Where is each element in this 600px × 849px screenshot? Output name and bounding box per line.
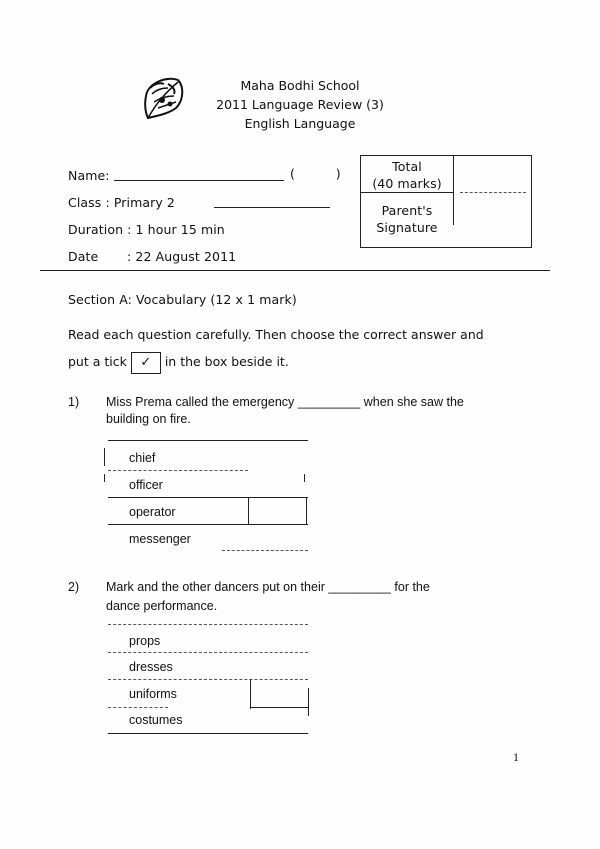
option-1-a: chief xyxy=(129,451,156,465)
class-field[interactable] xyxy=(214,207,330,208)
tick-box-1-c[interactable] xyxy=(248,498,304,522)
date-value: : 22 August 2011 xyxy=(127,249,237,264)
tick-example-box xyxy=(131,352,161,374)
instruction-text-b: in the box beside it. xyxy=(164,354,289,369)
question-1-text-line-2: building on fire. xyxy=(106,412,191,426)
tick-box-2-b[interactable] xyxy=(250,654,306,678)
question-2-text-line-2: dance performance. xyxy=(106,599,218,613)
class-label: Class : Primary 2 xyxy=(68,195,175,210)
date-label: Date xyxy=(68,249,99,264)
question-1-number: 1) xyxy=(68,395,80,409)
duration-label: Duration : 1 hour 15 min xyxy=(68,222,225,237)
option-2-a: props xyxy=(129,634,161,648)
option-2-b: dresses xyxy=(129,660,173,674)
school-logo xyxy=(138,74,188,122)
option-1-b: officer xyxy=(129,478,163,492)
parent-label: Parent's xyxy=(381,203,433,218)
tick-box-2-c[interactable] xyxy=(250,681,306,705)
option-2-c: uniforms xyxy=(129,687,177,701)
question-2-number: 2) xyxy=(68,580,80,594)
section-title: Section A: Vocabulary (12 x 1 mark) xyxy=(68,292,297,307)
tick-icon: ✓ xyxy=(140,354,152,370)
total-label: Total xyxy=(392,159,422,174)
instruction-line-1: Read each question carefully. Then choose the correct answer and xyxy=(68,327,484,342)
exam-title: 2011 Language Review (3) xyxy=(216,97,384,112)
name-label: Name: xyxy=(68,168,110,183)
school-name: Maha Bodhi School xyxy=(240,78,360,93)
option-2-d: costumes xyxy=(129,713,183,727)
tick-box-1-a[interactable] xyxy=(248,444,304,468)
tick-box-1-d[interactable] xyxy=(248,525,304,549)
option-1-d: messenger xyxy=(129,532,191,546)
instruction-text-a: put a tick xyxy=(68,354,127,369)
total-marks-label: (40 marks) xyxy=(372,176,442,191)
tick-box-2-d[interactable] xyxy=(250,707,306,731)
signature-label: Signature xyxy=(376,220,438,235)
index-parentheses: ( ) xyxy=(290,166,341,181)
question-2-text-line-1: Mark and the other dancers put on their _________ for the xyxy=(106,580,430,594)
score-input-area[interactable] xyxy=(455,157,530,191)
option-1-c: operator xyxy=(129,505,176,519)
question-1-text-line-1: Miss Prema called the emergency _________ when she saw the xyxy=(106,395,464,409)
subject-title: English Language xyxy=(244,116,356,131)
tick-box-2-a[interactable] xyxy=(250,627,306,651)
instruction-line-2 xyxy=(68,349,289,374)
header-divider xyxy=(40,270,550,271)
tick-box-1-b[interactable] xyxy=(248,471,304,495)
name-field[interactable] xyxy=(114,180,284,181)
page-number: 1 xyxy=(513,750,519,764)
signature-input-area[interactable] xyxy=(455,194,530,246)
